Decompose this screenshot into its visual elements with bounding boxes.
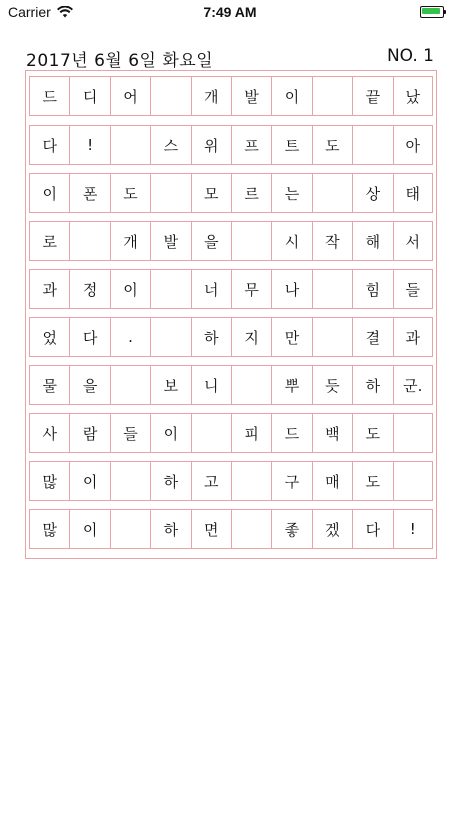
grid-cell xyxy=(231,461,271,501)
grid-cell xyxy=(110,365,150,405)
grid-cell: 많 xyxy=(29,461,69,501)
grid-cell: 모 xyxy=(191,173,231,213)
grid-cell: ! xyxy=(393,509,433,549)
grid-cell: 이 xyxy=(69,509,109,549)
grid-cell: 군. xyxy=(393,365,433,405)
grid-cell: 발 xyxy=(150,221,190,261)
grid-row xyxy=(29,365,433,405)
status-bar xyxy=(0,0,460,24)
grid-row xyxy=(29,173,433,213)
grid-row xyxy=(29,509,433,549)
grid-cell xyxy=(191,413,231,453)
grid-cell: 이 xyxy=(271,76,311,116)
grid-cell: 하 xyxy=(150,509,190,549)
grid-cell: 다 xyxy=(29,125,69,165)
grid-cell: 지 xyxy=(231,317,271,357)
grid-cell: 도 xyxy=(352,413,392,453)
grid-cell: 드 xyxy=(271,413,311,453)
grid-cell: 었 xyxy=(29,317,69,357)
grid-cell: 보 xyxy=(150,365,190,405)
grid-cell: 람 xyxy=(69,413,109,453)
grid-cell: 이 xyxy=(110,269,150,309)
grid-cell: 백 xyxy=(312,413,352,453)
grid-cell xyxy=(393,413,433,453)
grid-cell: 트 xyxy=(271,125,311,165)
grid-row xyxy=(29,461,433,501)
grid-cell: 로 xyxy=(29,221,69,261)
grid-cell: 이 xyxy=(69,461,109,501)
grid-cell: 을 xyxy=(191,221,231,261)
grid-cell: 발 xyxy=(231,76,271,116)
grid-cell: 너 xyxy=(191,269,231,309)
grid-cell: 다 xyxy=(352,509,392,549)
grid-cell: 어 xyxy=(110,76,150,116)
grid-cell xyxy=(69,221,109,261)
grid-cell: 면 xyxy=(191,509,231,549)
grid-cell: 위 xyxy=(191,125,231,165)
grid-cell: 듯 xyxy=(312,365,352,405)
grid-cell: 작 xyxy=(312,221,352,261)
grid-row xyxy=(29,269,433,309)
grid-cell: 는 xyxy=(271,173,311,213)
grid-cell xyxy=(231,509,271,549)
grid-cell: 폰 xyxy=(69,173,109,213)
grid-cell: 피 xyxy=(231,413,271,453)
grid-cell: 다 xyxy=(69,317,109,357)
grid-cell xyxy=(110,509,150,549)
grid-cell: 르 xyxy=(231,173,271,213)
grid-cell: 만 xyxy=(271,317,311,357)
grid-cell: 끝 xyxy=(352,76,392,116)
grid-cell: 스 xyxy=(150,125,190,165)
grid-cell: 개 xyxy=(110,221,150,261)
grid-cell: 도 xyxy=(110,173,150,213)
grid-cell: 하 xyxy=(191,317,231,357)
grid-cell xyxy=(150,173,190,213)
grid-cell: 구 xyxy=(271,461,311,501)
grid-cell: 이 xyxy=(29,173,69,213)
grid-cell: 도 xyxy=(352,461,392,501)
grid-cell: 아 xyxy=(393,125,433,165)
grid-row xyxy=(29,317,433,357)
grid-cell: 정 xyxy=(69,269,109,309)
grid-cell: 매 xyxy=(312,461,352,501)
grid-row xyxy=(29,125,433,165)
diary-date: 2017년 6월 6일 화요일 xyxy=(26,51,214,71)
grid-cell: 디 xyxy=(69,76,109,116)
grid-cell: 들 xyxy=(110,413,150,453)
grid-cell: 이 xyxy=(150,413,190,453)
grid-cell xyxy=(312,76,352,116)
grid-cell: 하 xyxy=(352,365,392,405)
manuscript-sheet xyxy=(25,70,437,559)
grid-cell: 드 xyxy=(29,76,69,116)
battery-icon xyxy=(420,6,448,18)
grid-cell: 도 xyxy=(312,125,352,165)
grid-cell xyxy=(150,317,190,357)
grid-cell: 많 xyxy=(29,509,69,549)
grid-cell: 니 xyxy=(191,365,231,405)
grid-row xyxy=(29,221,433,261)
grid-cell: 좋 xyxy=(271,509,311,549)
grid-cell xyxy=(231,365,271,405)
grid-cell xyxy=(312,317,352,357)
grid-cell: 을 xyxy=(69,365,109,405)
grid-cell: 힘 xyxy=(352,269,392,309)
grid-cell xyxy=(312,269,352,309)
grid-cell: 태 xyxy=(393,173,433,213)
grid-cell xyxy=(352,125,392,165)
grid-cell: 해 xyxy=(352,221,392,261)
grid-cell: . xyxy=(110,317,150,357)
grid-cell xyxy=(150,269,190,309)
grid-row xyxy=(29,413,433,453)
grid-cell: 뿌 xyxy=(271,365,311,405)
grid-cell: 하 xyxy=(150,461,190,501)
grid-cell: 결 xyxy=(352,317,392,357)
grid-cell: 사 xyxy=(29,413,69,453)
grid-cell: 나 xyxy=(271,269,311,309)
grid-cell xyxy=(231,221,271,261)
grid-cell: 났 xyxy=(393,76,433,116)
grid-cell xyxy=(150,76,190,116)
grid-cell: 시 xyxy=(271,221,311,261)
grid-cell xyxy=(110,125,150,165)
grid-cell: 고 xyxy=(191,461,231,501)
grid-cell: 무 xyxy=(231,269,271,309)
grid-cell xyxy=(393,461,433,501)
grid-cell: 과 xyxy=(29,269,69,309)
grid-cell: 상 xyxy=(352,173,392,213)
grid-cell xyxy=(312,173,352,213)
grid-cell: 개 xyxy=(191,76,231,116)
grid-cell xyxy=(110,461,150,501)
status-time: 7:49 AM xyxy=(203,4,257,20)
grid-cell: 서 xyxy=(393,221,433,261)
grid-cell: 물 xyxy=(29,365,69,405)
grid-cell: ! xyxy=(69,125,109,165)
grid-row xyxy=(29,76,433,116)
grid-cell: 프 xyxy=(231,125,271,165)
carrier-label: Carrier xyxy=(8,4,51,20)
diary-number: NO. 1 xyxy=(386,46,434,66)
grid-cell: 들 xyxy=(393,269,433,309)
grid-cell: 과 xyxy=(393,317,433,357)
grid-cell: 겠 xyxy=(312,509,352,549)
